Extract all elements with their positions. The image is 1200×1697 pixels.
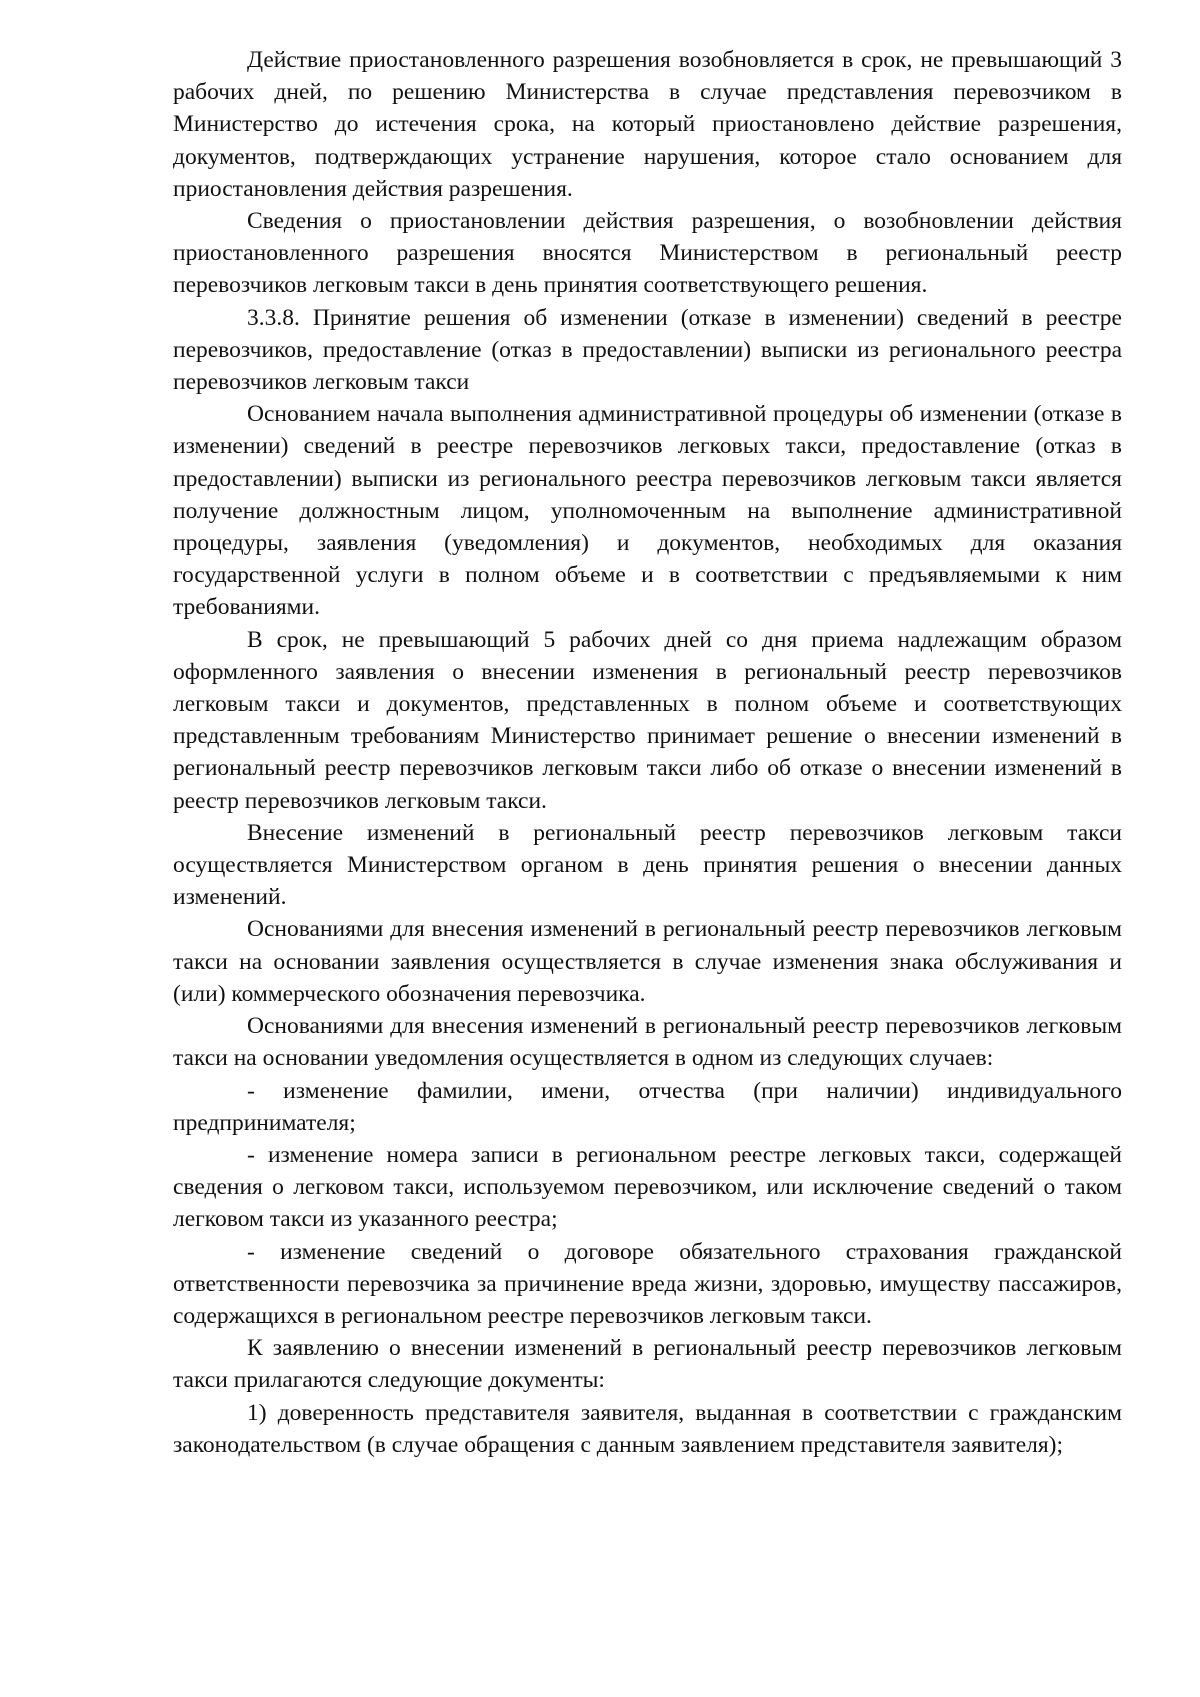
paragraph-suspension-info-entry: Сведения о приостановлении действия разрешения, о возобновлении действия приостановленного разрешения вносятся Министерством в региональный реестр перевозчиков легковым такси в день принятия соответствующего решения. [173, 208, 1122, 299]
paragraph-procedure-basis: Основанием начала выполнения административной процедуры об изменении (отказе в изменении) сведений в реестре перевозчиков легковых такси, предоставление (отказ в предоставлении) выписки из регионального реестра перевозчиков легковым такси является получение должностным лицом, уполномоченным на выполнение административной процедуры, заявления (уведомления) и документов, необходимых для оказания государственной услуги в полном объеме и в соответствии с предъявляемыми к ним требованиями. [173, 401, 1122, 621]
paragraph-grounds-notification: Основаниями для внесения изменений в региональный реестр перевозчиков легковым такси на основании уведомления осуществляется в одном из следующих случаев: [173, 1013, 1122, 1072]
paragraph-changes-entry: Внесение изменений в региональный реестр перевозчиков легковым такси осуществляется Министерством органом в день принятия решения о внесении данных изменений. [173, 819, 1122, 911]
paragraph-grounds-application: Основаниями для внесения изменений в региональный реестр перевозчиков легковым такси на основании заявления осуществляется в случае изменения знака обслуживания и (или) коммерческого обозначения перевозчика. [173, 916, 1122, 1007]
paragraph-attached-documents: К заявлению о внесении изменений в региональный реестр перевозчиков легковым такси прилагаются следующие документы: [173, 1335, 1122, 1394]
list-item-power-of-attorney: 1) доверенность представителя заявителя, выданная в соответствии с гражданским законодательством (в случае обращения с данным заявлением представителя заявителя); [173, 1399, 1122, 1458]
list-item-name-change: - изменение фамилии, имени, отчества (при наличии) индивидуального предпринимателя; [173, 1077, 1122, 1136]
paragraph-suspended-permit-renewal: Действие приостановленного разрешения возобновляется в срок, не превышающий 3 рабочих дней, по решению Министерства в случае представления перевозчиком в Министерство до истечения срока, на который приостановлено действие разрешения, документов, подтверждающих устранение нарушения, которое стало основанием для приостановления действия разрешения. [173, 47, 1122, 202]
list-item-insurance-change: - изменение сведений о договоре обязательного страхования гражданской ответственности перевозчика за причинение вреда жизни, здоровью, имуществу пассажиров, содержащихся в региональном реестре перевозчиков легковым такси. [173, 1238, 1122, 1329]
list-item-record-number-change: - изменение номера записи в региональном реестре легковых такси, содержащей сведения о легковом такси, используемом перевозчиком, или исключение сведений о таком легковом такси из указанного реестра; [173, 1141, 1122, 1233]
document-page [173, 44, 1122, 1461]
paragraph-decision-deadline: В срок, не превышающий 5 рабочих дней со дня приема надлежащим образом оформленного заявления о внесении изменения в региональный реестр перевозчиков легковым такси и документов, представленных в полном объеме и соответствующих представленным требованиям Министерство принимает решение о внесении изменений в региональный реестр перевозчиков легковым такси либо об отказе о внесении изменений в реестр перевозчиков легковым такси. [173, 626, 1122, 814]
section-heading-3-3-8: 3.3.8. Принятие решения об изменении (отказе в изменении) сведений в реестре перевозчиков, предоставление (отказ в предоставлении) выписки из регионального реестра перевозчиков легковым такси [173, 304, 1122, 396]
